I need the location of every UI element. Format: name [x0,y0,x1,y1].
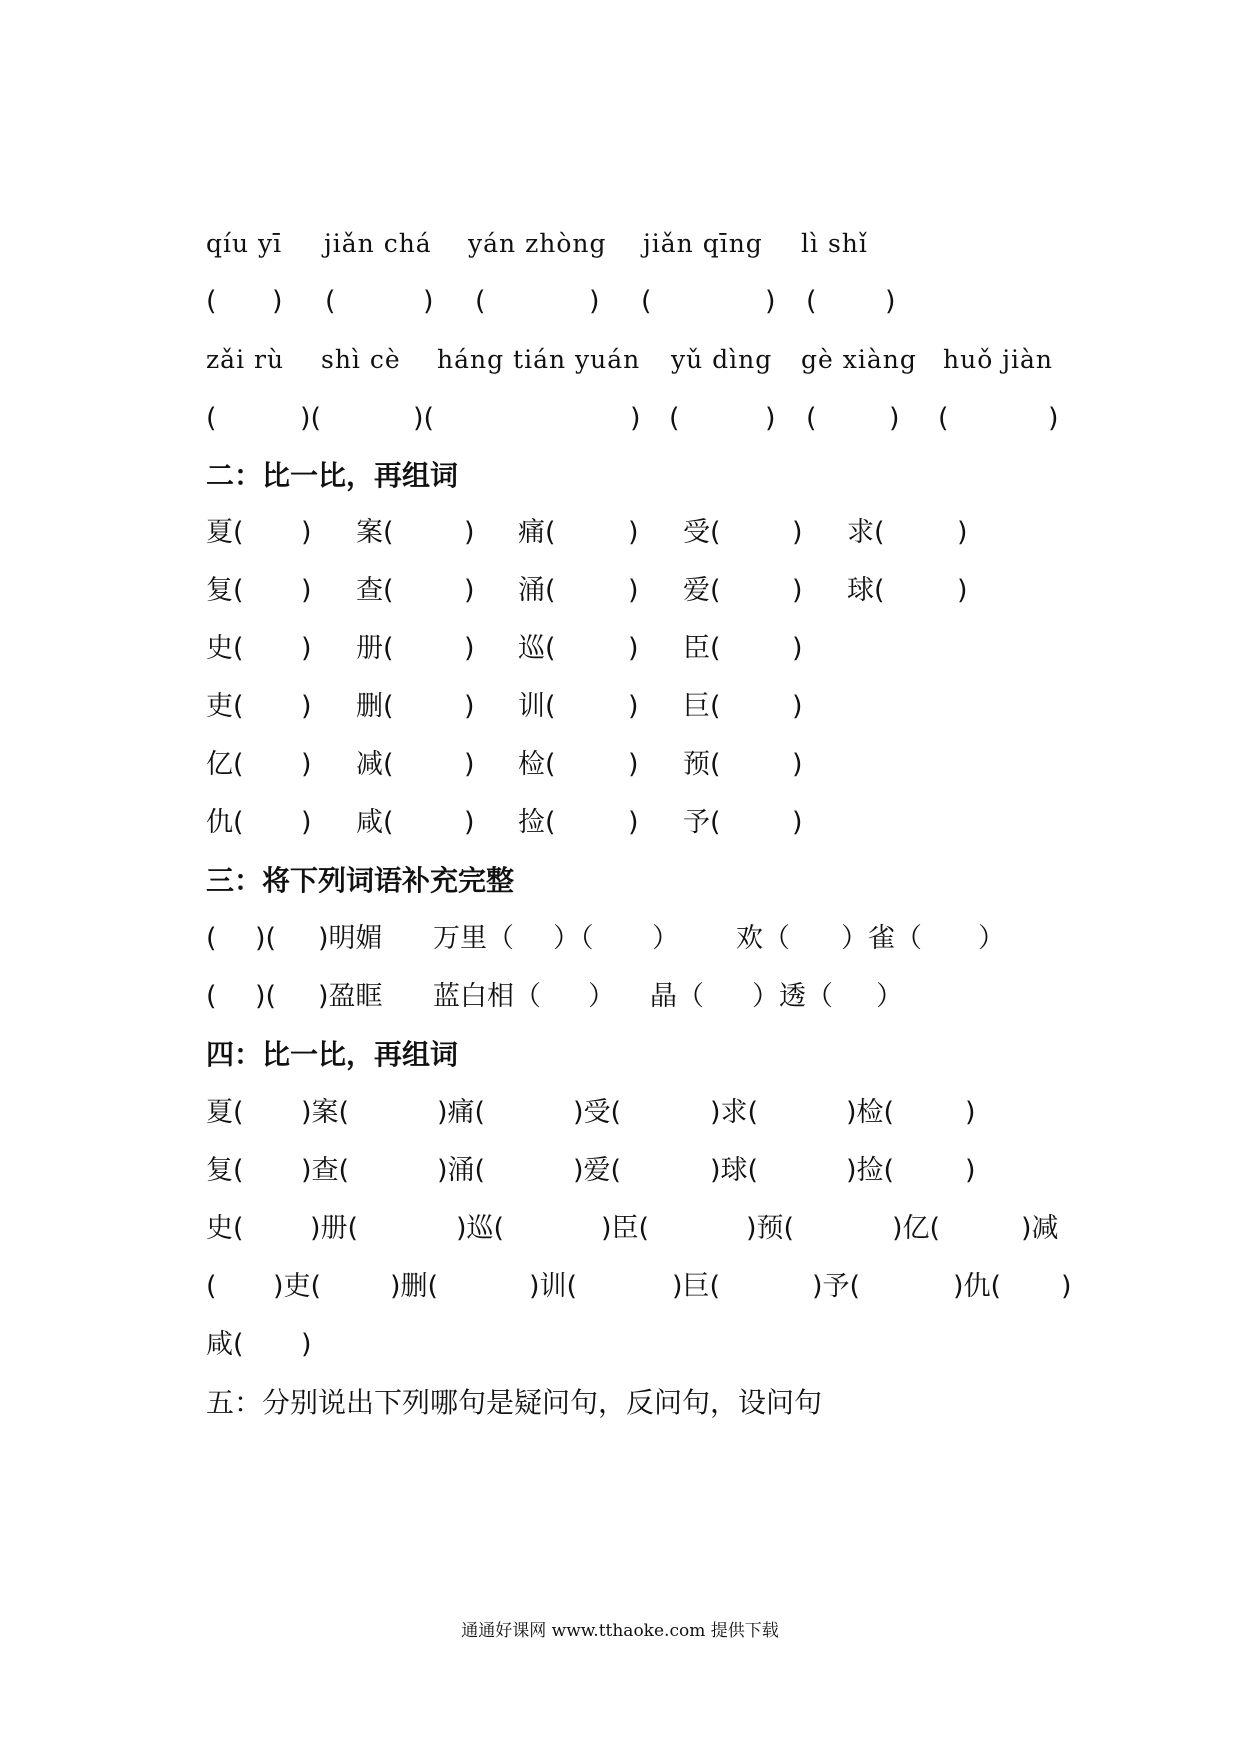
char-cell: 亿( [206,749,244,780]
paren: ) [301,575,312,606]
pinyin-word: qíu yī [206,229,283,258]
section-2-row [0,627,1240,671]
paren: ( [938,403,949,434]
fill-blank: )( [255,923,277,954]
fill-blank: )明媚 [318,923,383,954]
char-cell: )册( [310,1213,359,1244]
pinyin-word: huǒ jiàn [943,345,1053,374]
char-cell: 夏( [206,1097,244,1128]
paren: ) [889,403,900,434]
paren: ) [965,1097,976,1128]
char-cell: 涌( [518,575,556,606]
paren: ) [464,749,475,780]
paren: ) [957,517,968,548]
section-4-row [0,1323,1240,1367]
paren: ) [272,286,283,317]
pinyin-row-2 [0,338,1240,382]
paren: ) [464,691,475,722]
char-cell: )减 [1021,1213,1059,1244]
paren: ) [628,749,639,780]
section-4-row [0,1207,1240,1251]
paren: ) [628,691,639,722]
char-cell: )求( [710,1097,759,1128]
char-cell: 巡( [518,633,556,664]
paren: ) [628,575,639,606]
fill-blank: ）雀（ [841,923,922,954]
fill-blank: ） [652,923,679,954]
section-2-row [0,511,1240,555]
paren: ) [464,517,475,548]
paren: ( [806,286,817,317]
char-cell: 爱( [683,575,721,606]
paren: ) [957,575,968,606]
paren: ( [206,403,217,434]
paren: ( [641,286,652,317]
char-cell: )痛( [437,1097,486,1128]
paren: )( [300,403,322,434]
paren: ) [423,286,434,317]
fill-blank: ） [876,981,903,1012]
char-cell: 史( [206,633,244,664]
char-cell: )案( [301,1097,350,1128]
pinyin-word: jiǎn qīng [643,229,763,258]
fill-blank: )( [255,981,277,1012]
char-cell: )预( [746,1213,795,1244]
pinyin-word: zǎi rù [206,345,285,374]
pinyin-row-1 [0,222,1240,266]
paren: ) [965,1155,976,1186]
fill-blank: 欢（ [736,923,790,954]
section-5-heading [0,1381,1240,1425]
pinyin-word: gè xiàng [801,345,917,374]
char-cell: )删( [390,1271,439,1302]
char-cell: )臣( [601,1213,650,1244]
section-4-row [0,1265,1240,1309]
char-cell: )受( [573,1097,622,1128]
char-cell: 咸( [206,1329,244,1360]
paren: )( [413,403,435,434]
section-2-row [0,685,1240,729]
paren: ) [765,286,776,317]
section-2-heading [0,454,1240,498]
paren: ) [464,807,475,838]
char-cell: 痛( [518,517,556,548]
paren: ( [806,403,817,434]
pinyin-word: jiǎn chá [324,229,432,258]
fill-blank: ） [588,981,615,1012]
char-cell: )仇( [953,1271,1002,1302]
paren: ) [301,749,312,780]
paren: ) [792,691,803,722]
char-cell: )球( [710,1155,759,1186]
answer-parens-row-1 [0,280,1240,324]
fill-blank: 晶（ [650,981,704,1012]
char-cell: 球( [847,575,885,606]
fill-blank: ）（ [553,923,594,954]
char-cell: 检( [518,749,556,780]
section-4-heading [0,1033,1240,1077]
char-cell: 求( [847,517,885,548]
paren: ) [628,517,639,548]
paren: ) [1048,403,1059,434]
char-cell: 吏( [206,691,244,722]
paren: ) [301,1329,312,1360]
fill-blank: ）透（ [752,981,833,1012]
paren: ) [301,633,312,664]
paren: ( [325,286,336,317]
pinyin-word: háng tián yuán [437,345,641,374]
section-3-row [0,917,1240,961]
char-cell: )训( [529,1271,578,1302]
char-cell: )查( [301,1155,350,1186]
section-title: 二：比一比，再组词 [206,459,459,492]
char-cell: 减( [356,749,394,780]
answer-parens-row-2 [0,397,1240,441]
char-cell: 预( [683,749,721,780]
section-2-row [0,743,1240,787]
paren: ) [792,749,803,780]
paren: ) [765,403,776,434]
fill-blank: 万里（ [433,923,514,954]
section-2-row [0,569,1240,613]
char-cell: 仇( [206,807,244,838]
section-4-row [0,1149,1240,1193]
paren: ) [464,575,475,606]
char-cell: )亿( [892,1213,941,1244]
fill-blank: ） [978,923,1005,954]
pinyin-word: shì cè [321,345,401,374]
paren: ) [628,807,639,838]
section-2-row [0,801,1240,845]
paren: ) [792,575,803,606]
section-title: 五：分别说出下列哪句是疑问句，反问句，设问句 [206,1386,823,1419]
section-4-row [0,1091,1240,1135]
char-cell: 复( [206,1155,244,1186]
char-cell: 臣( [683,633,721,664]
paren: ) [301,807,312,838]
char-cell: 训( [518,691,556,722]
paren: ) [630,403,641,434]
char-cell: )涌( [437,1155,486,1186]
section-3-heading [0,859,1240,903]
char-cell: )巨( [672,1271,721,1302]
paren: ) [464,633,475,664]
paren: ) [628,633,639,664]
char-cell: 史( [206,1213,244,1244]
paren: ) [301,517,312,548]
paren: ) [792,633,803,664]
char-cell: 咸( [356,807,394,838]
char-cell: 查( [356,575,394,606]
paren: ) [589,286,600,317]
char-cell: )吏( [273,1271,322,1302]
paren: ) [885,286,896,317]
paren: ) [792,807,803,838]
paren: ) [301,691,312,722]
section-3-row [0,975,1240,1019]
pinyin-word: yán zhòng [468,229,607,258]
char-cell: )予( [812,1271,861,1302]
paren: ( [669,403,680,434]
char-cell: 案( [356,517,394,548]
char-cell: )巡( [456,1213,505,1244]
char-cell: 予( [683,807,721,838]
footer-credit: 通通好课网 www.tthaoke.com 提供下载 [461,1621,779,1641]
section-title: 四：比一比，再组词 [206,1038,459,1071]
char-cell: )爱( [573,1155,622,1186]
paren: ( [206,286,217,317]
char-cell: 捡( [518,807,556,838]
char-cell: )捡( [846,1155,895,1186]
pinyin-word: lì shǐ [801,229,868,258]
fill-blank: ( [206,981,217,1012]
char-cell: 删( [356,691,394,722]
char-cell: 复( [206,575,244,606]
char-cell: 巨( [683,691,721,722]
fill-blank: )盈眶 [318,981,383,1012]
paren: ( [475,286,486,317]
paren: ) [792,517,803,548]
paren: ( [206,1271,217,1302]
fill-blank: ( [206,923,217,954]
section-title: 三：将下列词语补充完整 [206,864,515,897]
char-cell: 册( [356,633,394,664]
char-cell: )检( [846,1097,895,1128]
pinyin-word: yǔ dìng [671,345,773,374]
char-cell: 受( [683,517,721,548]
fill-blank: 蓝白相（ [433,981,541,1012]
char-cell: 夏( [206,517,244,548]
paren: ) [1061,1271,1072,1302]
